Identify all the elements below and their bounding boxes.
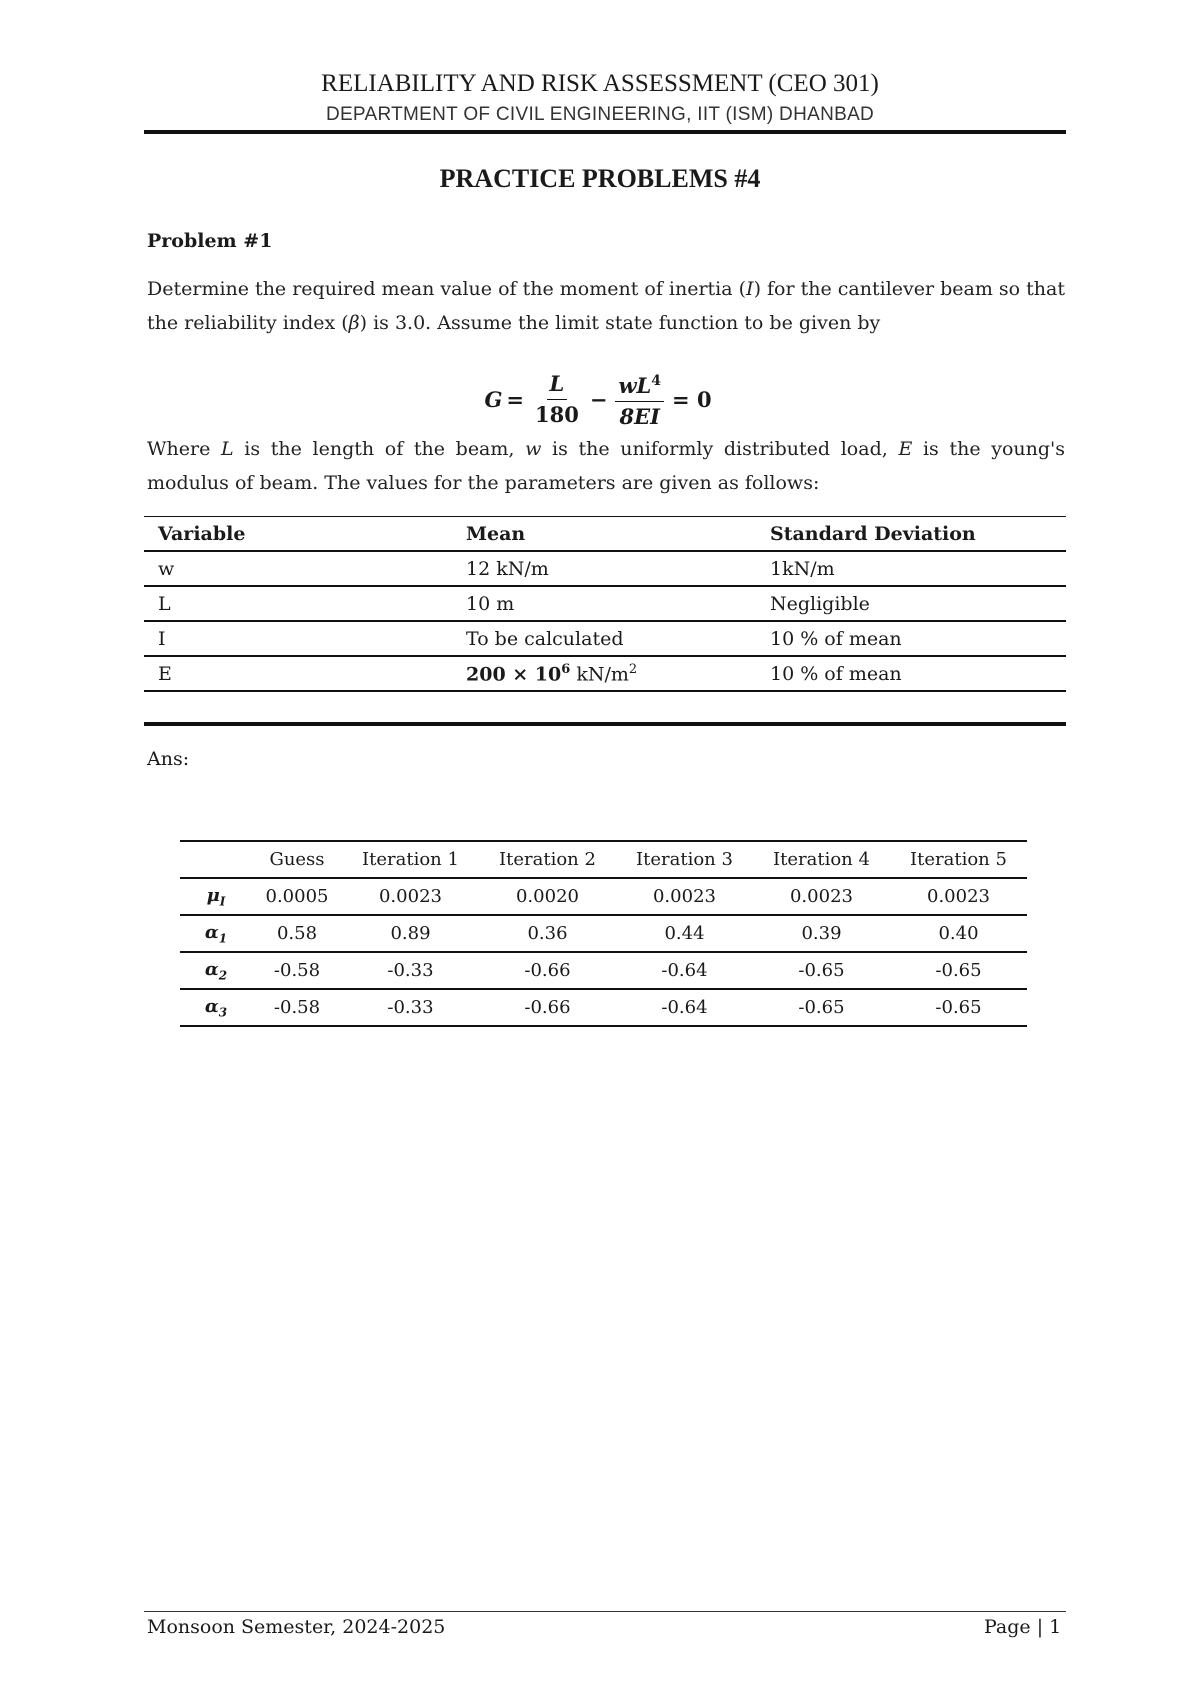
- page-number: Page | 1: [984, 1616, 1062, 1638]
- table-row: $\alpha_2$ -0.58 -0.33 -0.66 -0.64 -0.65 -0.65: [180, 952, 1027, 989]
- table-row: $\alpha_3$ -0.58 -0.33 -0.66 -0.64 -0.65 -0.65: [180, 989, 1027, 1026]
- table-header-row: [144, 517, 1066, 552]
- header-rule: [144, 130, 1066, 134]
- course-title: RELIABILITY AND RISK ASSESSMENT (CEO 301): [321, 70, 879, 97]
- row-label: $\alpha_1$: [180, 915, 252, 952]
- table-row: w 12 kN/m 1kN/m: [144, 551, 1066, 586]
- table-row: $\alpha_1$ 0.58 0.89 0.36 0.44 0.39 0.40: [180, 915, 1027, 952]
- table-row: $\mu_I$ 0.0005 0.0023 0.0020 0.0023 0.0023 0.0023: [180, 878, 1027, 915]
- table-row: E $200 \times 10^6$ $kN/m^2$ 10 % of mean: [144, 656, 1066, 691]
- footer-rule: [144, 1611, 1066, 1612]
- problem-intro: Determine the required mean value of the moment of inertia (I) for the cantilever beam so that the reliability index (β) is 3.0. Assume the limit state function to be given by: [147, 278, 1065, 334]
- column-header: Iteration 4: [753, 841, 890, 878]
- table-header-row: [180, 841, 1027, 878]
- column-header: Iteration 3: [616, 841, 753, 878]
- answer-label: Ans:: [147, 748, 190, 770]
- fraction-wl4-over-8ei: $\frac{wL^4}{8EI}$: [615, 368, 664, 430]
- column-header: [180, 841, 252, 878]
- variable-description: Where L is the length of the beam, w is the uniformly distributed load, E is the young's modulus of beam. The values for the parameters are given as follows:: [147, 438, 1065, 494]
- column-header: Mean: [452, 517, 756, 552]
- iteration-table: [180, 840, 1027, 1027]
- column-header: Iteration 1: [342, 841, 479, 878]
- row-label: $\alpha_2$: [180, 952, 252, 989]
- youngs-modulus-mean: $200 \times 10^6$ $kN/m^2$: [452, 656, 756, 691]
- column-header: Iteration 5: [890, 841, 1027, 878]
- column-header: Guess: [252, 841, 342, 878]
- table-row: I To be calculated 10 % of mean: [144, 621, 1066, 656]
- fraction-l-over-180: $\frac{L}{180}$: [534, 370, 579, 427]
- parameter-table: [144, 516, 1066, 692]
- section-divider: [144, 722, 1066, 726]
- row-label: $\alpha_3$: [180, 989, 252, 1026]
- table-row: L 10 m Negligible: [144, 586, 1066, 621]
- row-label: $\mu_I$: [180, 878, 252, 915]
- column-header: Variable: [144, 517, 452, 552]
- problem-heading: Problem #1: [147, 230, 273, 252]
- limit-state-equation: G = $\frac{L}{180}$ − $\frac{wL^4}{8EI}$ = 0: [0, 368, 1200, 430]
- page-title: PRACTICE PROBLEMS #4: [439, 164, 761, 193]
- footer-semester: Monsoon Semester, 2024-2025: [147, 1616, 446, 1638]
- column-header: Standard Deviation: [756, 517, 1066, 552]
- column-header: Iteration 2: [479, 841, 616, 878]
- department-name: DEPARTMENT OF CIVIL ENGINEERING, IIT (ISM) DHANBAD: [325, 104, 875, 125]
